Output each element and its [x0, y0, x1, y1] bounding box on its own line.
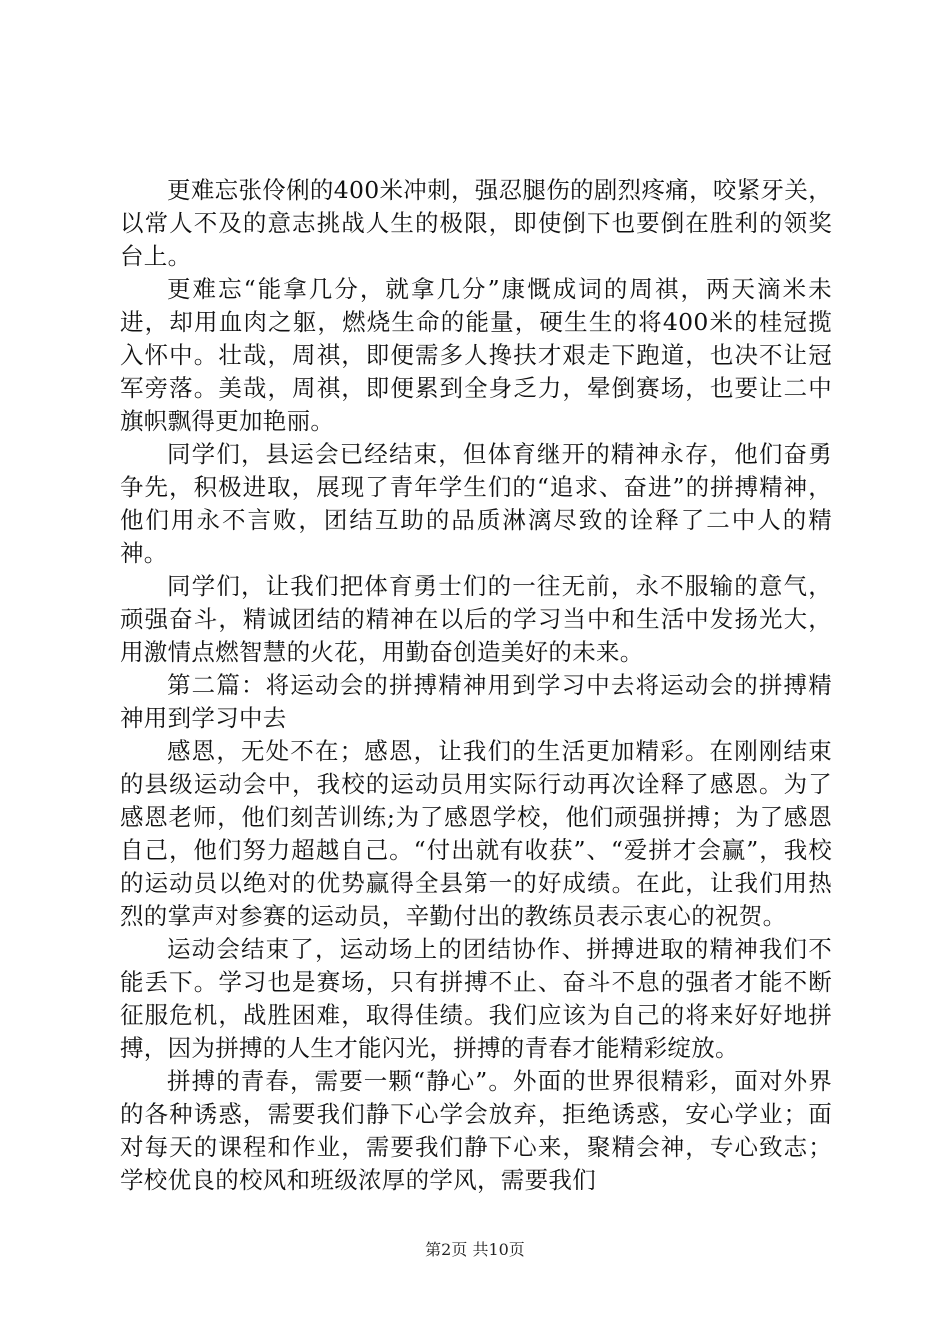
document-body — [120, 174, 832, 1197]
paragraph-zhang-lingli-sprint: 更难忘张伶俐的400米冲刺，强忍腿伤的剧烈疼痛，咬紧牙关，以常人不及的意志挑战人生的极限，即使倒下也要倒在胜利的领奖台上。 — [120, 176, 832, 270]
page-number-footer: 第2页 共10页 — [425, 1240, 525, 1259]
paragraph-zhou-qi: 更难忘“能拿几分，就拿几分”康慨成词的周祺，两天滴米未进，却用血肉之躯，燃烧生命的能量，硬生生的将400米的桂冠揽入怀中。壮哉，周祺，即便需多人搀扶才艰走下跑道，也决不让冠军旁落。美哉，周祺，即便累到全身乏力，晕倒赛场，也要让二中旗帜飘得更加艳丽。 — [120, 275, 832, 435]
section-heading-part-two: 第二篇：将运动会的拼搏精神用到学习中去将运动会的拼搏精神用到学习中去 — [120, 671, 832, 732]
paragraph-calm-heart: 拼搏的青春，需要一颗“静心”。外面的世界很精彩，面对外界的各种诱惑，需要我们静下心学会放弃，拒绝诱惑，安心学业；面对每天的课程和作业，需要我们静下心来，聚精会神，专心致志；学校优良的校风和班级浓厚的学风，需要我们 — [120, 1067, 832, 1194]
paragraph-gratitude: 感恩，无处不在；感恩，让我们的生活更加精彩。在刚刚结束的县级运动会中，我校的运动员用实际行动再次诠释了感恩。为了感恩老师，他们刻苦训练;为了感恩学校，他们顽强拼搏；为了感恩自己，他们努力超越自己。“付出就有收获”、“爱拼才会赢”，我校的运动员以绝对的优势赢得全县第一的好成绩。在此，让我们用热烈的掌声对参赛的运动员，辛勤付出的教练员表示衷心的祝贺。 — [120, 737, 832, 930]
paragraph-carry-forward-spirit: 同学们，让我们把体育勇士们的一往无前，永不服输的意气，顽强奋斗，精诚团结的精神在以后的学习当中和生活中发扬光大，用激情点燃智慧的火花，用勤奋创造美好的未来。 — [120, 572, 832, 666]
paragraph-games-ended: 同学们，县运会已经结束，但体育继开的精神永存，他们奋勇争先，积极进取，展现了青年学生们的“追求、奋进”的拼搏精神，他们用永不言败，团结互助的品质淋漓尽致的诠释了二中人的精神。 — [120, 440, 832, 567]
paragraph-study-is-arena: 运动会结束了，运动场上的团结协作、拼搏进取的精神我们不能丢下。学习也是赛场，只有拼搏不止、奋斗不息的强者才能不断征服危机，战胜困难，取得佳绩。我们应该为自己的将来好好地拼搏，因为拼搏的人生才能闪光，拼搏的青春才能精彩绽放。 — [120, 935, 832, 1062]
